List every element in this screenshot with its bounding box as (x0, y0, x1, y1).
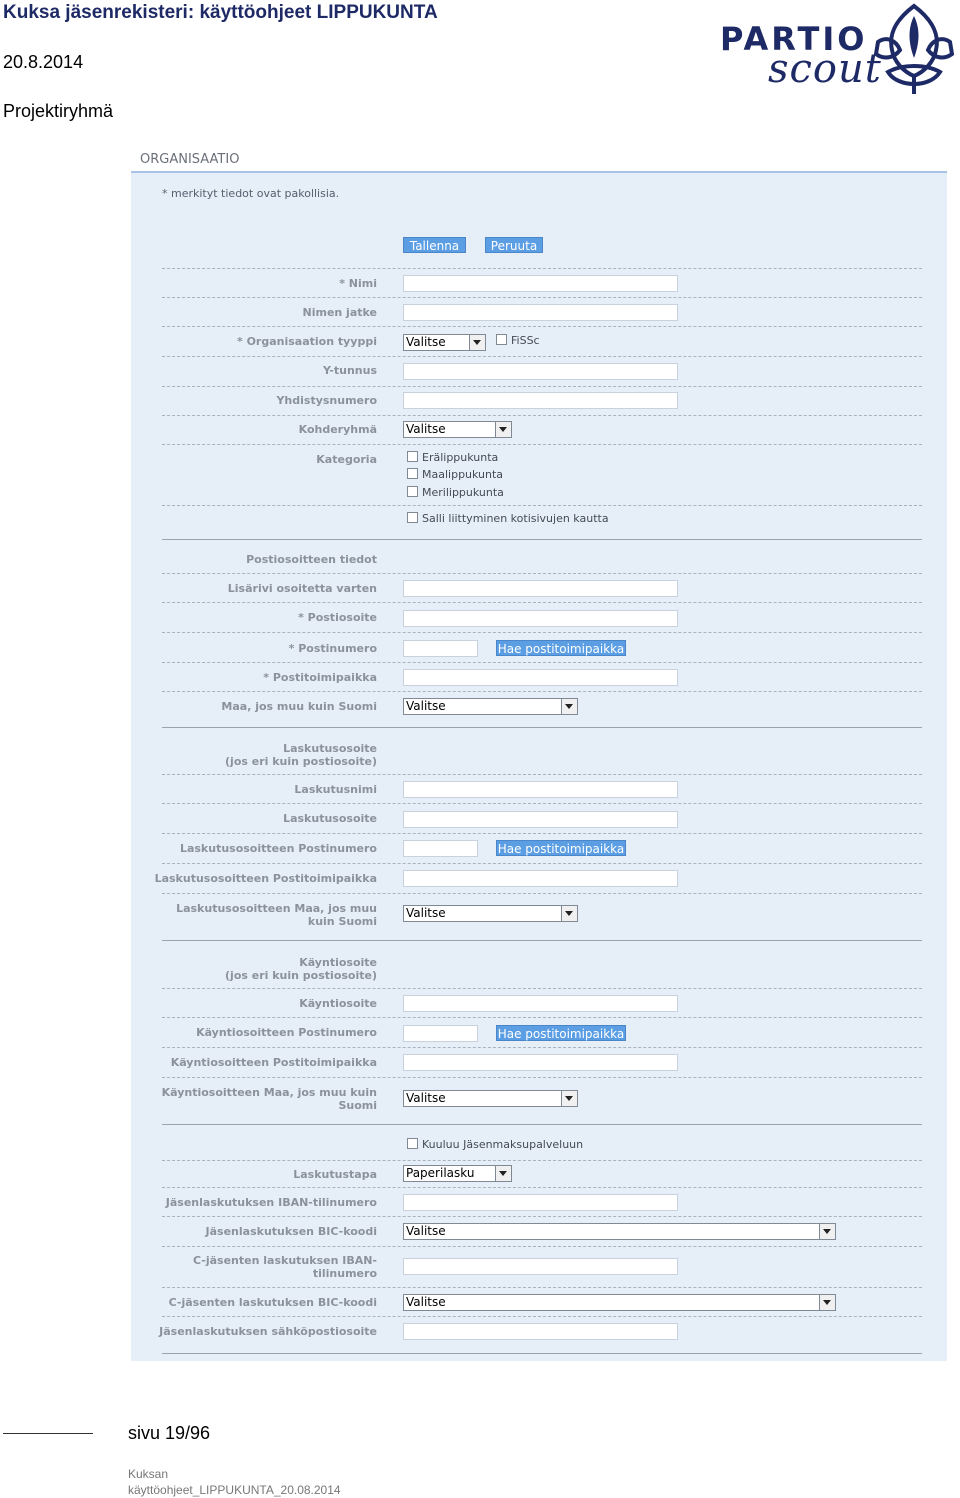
billing-name-label: Laskutusnimi (294, 783, 377, 796)
postal-info-heading: Postiosoitteen tiedot (246, 553, 377, 566)
separator (162, 691, 922, 692)
category-era-label: Erälippukunta (422, 451, 499, 464)
billing-postcode-input[interactable] (403, 840, 478, 857)
separator (162, 415, 922, 416)
postal-code-label: * Postinumero (288, 642, 377, 655)
chevron-down-icon (561, 906, 577, 921)
footer-filename (128, 1466, 341, 1498)
document-title: Kuksa jäsenrekisteri: käyttöohjeet LIPPUKUNTA (3, 2, 438, 23)
billing-country-line2: kuin Suomi (307, 915, 377, 928)
separator (162, 602, 922, 603)
separator (162, 444, 922, 445)
visit-heading-line2: (jos eri kuin postiosoite) (225, 969, 377, 982)
checkbox-icon (407, 486, 418, 497)
billing-method-label: Laskutustapa (293, 1168, 377, 1181)
chevron-down-icon (561, 1091, 577, 1106)
separator (162, 662, 922, 663)
iban-label: Jäsenlaskutuksen IBAN-tilinumero (165, 1196, 377, 1209)
billing-city-label: Laskutusosoitteen Postitoimipaikka (154, 872, 377, 885)
visit-fetch-city-button[interactable]: Hae postitoimipaikka (497, 1027, 625, 1041)
logo-text-partio: PARTIO (720, 20, 868, 58)
name-cont-input[interactable] (403, 304, 678, 321)
email-label: Jäsenlaskutuksen sähköpostiosoite (159, 1325, 377, 1338)
category-maa-label: Maalippukunta (422, 468, 504, 481)
category-meri-label: Merilippukunta (422, 486, 504, 499)
billing-fetch-city-button[interactable]: Hae postitoimipaikka (497, 842, 625, 856)
separator (162, 326, 922, 327)
iban-input[interactable] (403, 1194, 678, 1211)
fissc-label: FiSSc (511, 334, 540, 347)
visit-heading-line1: Käyntiosoite (299, 956, 377, 969)
postal-address-input[interactable] (403, 610, 678, 627)
billing-method-value: Paperilasku (406, 1166, 475, 1180)
name-cont-label: Nimen jatke (302, 306, 377, 319)
chevron-down-icon (819, 1295, 835, 1310)
c-bic-select[interactable] (403, 1294, 836, 1311)
membership-service-label: Kuuluu Jäsenmaksupalveluun (422, 1138, 584, 1151)
email-input[interactable] (403, 1323, 678, 1340)
fissc-checkbox[interactable] (496, 334, 540, 348)
ytunnus-label: Y-tunnus (322, 364, 377, 377)
country-select[interactable] (403, 698, 578, 715)
billing-country-line1: Laskutusosoitteen Maa, jos muu (176, 902, 377, 915)
name-label: * Nimi (339, 277, 377, 290)
bic-value: Valitse (406, 1224, 446, 1238)
save-button[interactable]: Tallenna (403, 237, 466, 253)
billing-address-label: Laskutusosoite (283, 812, 377, 825)
checkbox-icon (407, 468, 418, 479)
membership-service-checkbox[interactable] (407, 1138, 583, 1152)
c-bic-label: C-jäsenten laskutuksen BIC-koodi (168, 1296, 377, 1309)
target-group-value: Valitse (406, 422, 446, 436)
separator (162, 1216, 922, 1217)
document-date: 20.8.2014 (3, 52, 84, 72)
visit-country-select[interactable] (403, 1090, 578, 1107)
page-number: sivu 19/96 (128, 1423, 211, 1443)
separator (162, 1316, 922, 1317)
allow-join-checkbox[interactable] (407, 512, 609, 526)
fetch-postal-city-button[interactable]: Hae postitoimipaikka (497, 642, 625, 656)
visit-country-line2: Suomi (338, 1099, 377, 1112)
separator (162, 803, 922, 804)
separator (162, 774, 922, 775)
c-bic-value: Valitse (406, 1295, 446, 1309)
target-group-label: Kohderyhmä (298, 423, 377, 436)
section-divider (162, 727, 922, 728)
billing-method-select[interactable] (403, 1165, 512, 1182)
visit-country-value: Valitse (406, 1091, 446, 1105)
checkbox-icon (407, 512, 418, 523)
postal-code-input[interactable] (403, 640, 478, 657)
assoc-no-label: Yhdistysnumero (276, 394, 377, 407)
c-iban-line2: tilinumero (312, 1267, 377, 1280)
section-divider (162, 539, 922, 540)
org-type-label: * Organisaation tyyppi (236, 335, 377, 348)
separator (162, 1287, 922, 1288)
c-iban-input[interactable] (403, 1258, 678, 1275)
target-group-select[interactable] (403, 421, 512, 438)
c-iban-line1: C-jäsenten laskutuksen IBAN- (192, 1254, 377, 1267)
allow-join-label: Salli liittyminen kotisivujen kautta (422, 512, 609, 525)
separator (162, 1187, 922, 1188)
billing-heading-line1: Laskutusosoite (283, 742, 377, 755)
country-value: Valitse (406, 699, 446, 713)
footer-rule (3, 1433, 93, 1434)
separator (162, 386, 922, 387)
section-divider (162, 1353, 922, 1354)
checkbox-icon (407, 1138, 418, 1149)
separator (162, 863, 922, 864)
chevron-down-icon (561, 699, 577, 714)
category-checkbox-meri[interactable] (407, 486, 504, 500)
postal-address-label: * Postiosoite (298, 611, 377, 624)
separator (162, 356, 922, 357)
visit-postcode-label: Käyntiosoitteen Postinumero (196, 1026, 377, 1039)
org-type-value: Valitse (406, 335, 446, 349)
chevron-down-icon (495, 422, 511, 437)
extra-line-input[interactable] (403, 580, 678, 597)
assoc-no-input[interactable] (403, 392, 678, 409)
separator (162, 893, 922, 894)
chevron-down-icon (819, 1224, 835, 1239)
section-title: ORGANISAATIO (140, 152, 240, 167)
cancel-button[interactable]: Peruuta (485, 237, 543, 253)
category-checkbox-era[interactable] (407, 451, 498, 465)
visit-country-line1: Käyntiosoitteen Maa, jos muu kuin (161, 1086, 377, 1099)
visit-city-input[interactable] (403, 1054, 678, 1071)
separator (162, 833, 922, 834)
separator (162, 1077, 922, 1078)
visit-postcode-input[interactable] (403, 1025, 478, 1042)
section-divider (162, 1124, 922, 1125)
separator (162, 632, 922, 633)
checkbox-icon (407, 451, 418, 462)
postal-city-input[interactable] (403, 669, 678, 686)
separator (162, 573, 922, 574)
separator (162, 1047, 922, 1048)
separator (162, 1246, 922, 1247)
visit-address-label: Käyntiosoite (299, 997, 377, 1010)
document-group: Projektiryhmä (3, 101, 114, 121)
visit-heading (225, 956, 377, 982)
lily-emblem-icon (868, 2, 960, 98)
separator (162, 1160, 922, 1161)
checkbox-icon (496, 334, 507, 345)
footer-filename-line1: Kuksan (128, 1467, 169, 1481)
billing-postcode-label: Laskutusosoitteen Postinumero (179, 842, 377, 855)
separator (162, 505, 922, 506)
billing-heading (225, 742, 377, 768)
separator (162, 268, 922, 269)
billing-country-value: Valitse (406, 906, 446, 920)
billing-address-input[interactable] (403, 811, 678, 828)
c-iban-label (193, 1254, 377, 1280)
visit-country-label (162, 1086, 377, 1112)
extra-line-label: Lisärivi osoitetta varten (227, 582, 377, 595)
billing-city-input[interactable] (403, 870, 678, 887)
bic-label: Jäsenlaskutuksen BIC-koodi (205, 1225, 377, 1238)
footer-filename-line2: käyttöohjeet_LIPPUKUNTA_20.08.2014 (128, 1483, 341, 1497)
required-note: * merkityt tiedot ovat pakollisia. (162, 187, 340, 200)
logo-text-scout: scout (768, 46, 882, 92)
country-label: Maa, jos muu kuin Suomi (221, 700, 377, 713)
chevron-down-icon (469, 335, 485, 350)
bic-select[interactable] (403, 1223, 836, 1240)
separator (162, 1017, 922, 1018)
category-checkbox-maa[interactable] (407, 468, 503, 482)
category-label: Kategoria (316, 453, 377, 466)
chevron-down-icon (495, 1166, 511, 1181)
section-divider (162, 940, 922, 941)
partio-scout-logo (718, 2, 960, 98)
separator (162, 297, 922, 298)
name-input[interactable] (403, 275, 678, 292)
separator (162, 988, 922, 989)
billing-country-label (176, 902, 377, 928)
org-type-select[interactable] (403, 334, 486, 351)
billing-heading-line2: (jos eri kuin postiosoite) (225, 755, 377, 768)
postal-city-label: * Postitoimipaikka (263, 671, 377, 684)
visit-city-label: Käyntiosoitteen Postitoimipaikka (170, 1056, 377, 1069)
ytunnus-input[interactable] (403, 363, 678, 380)
billing-name-input[interactable] (403, 781, 678, 798)
billing-country-select[interactable] (403, 905, 578, 922)
visit-address-input[interactable] (403, 995, 678, 1012)
